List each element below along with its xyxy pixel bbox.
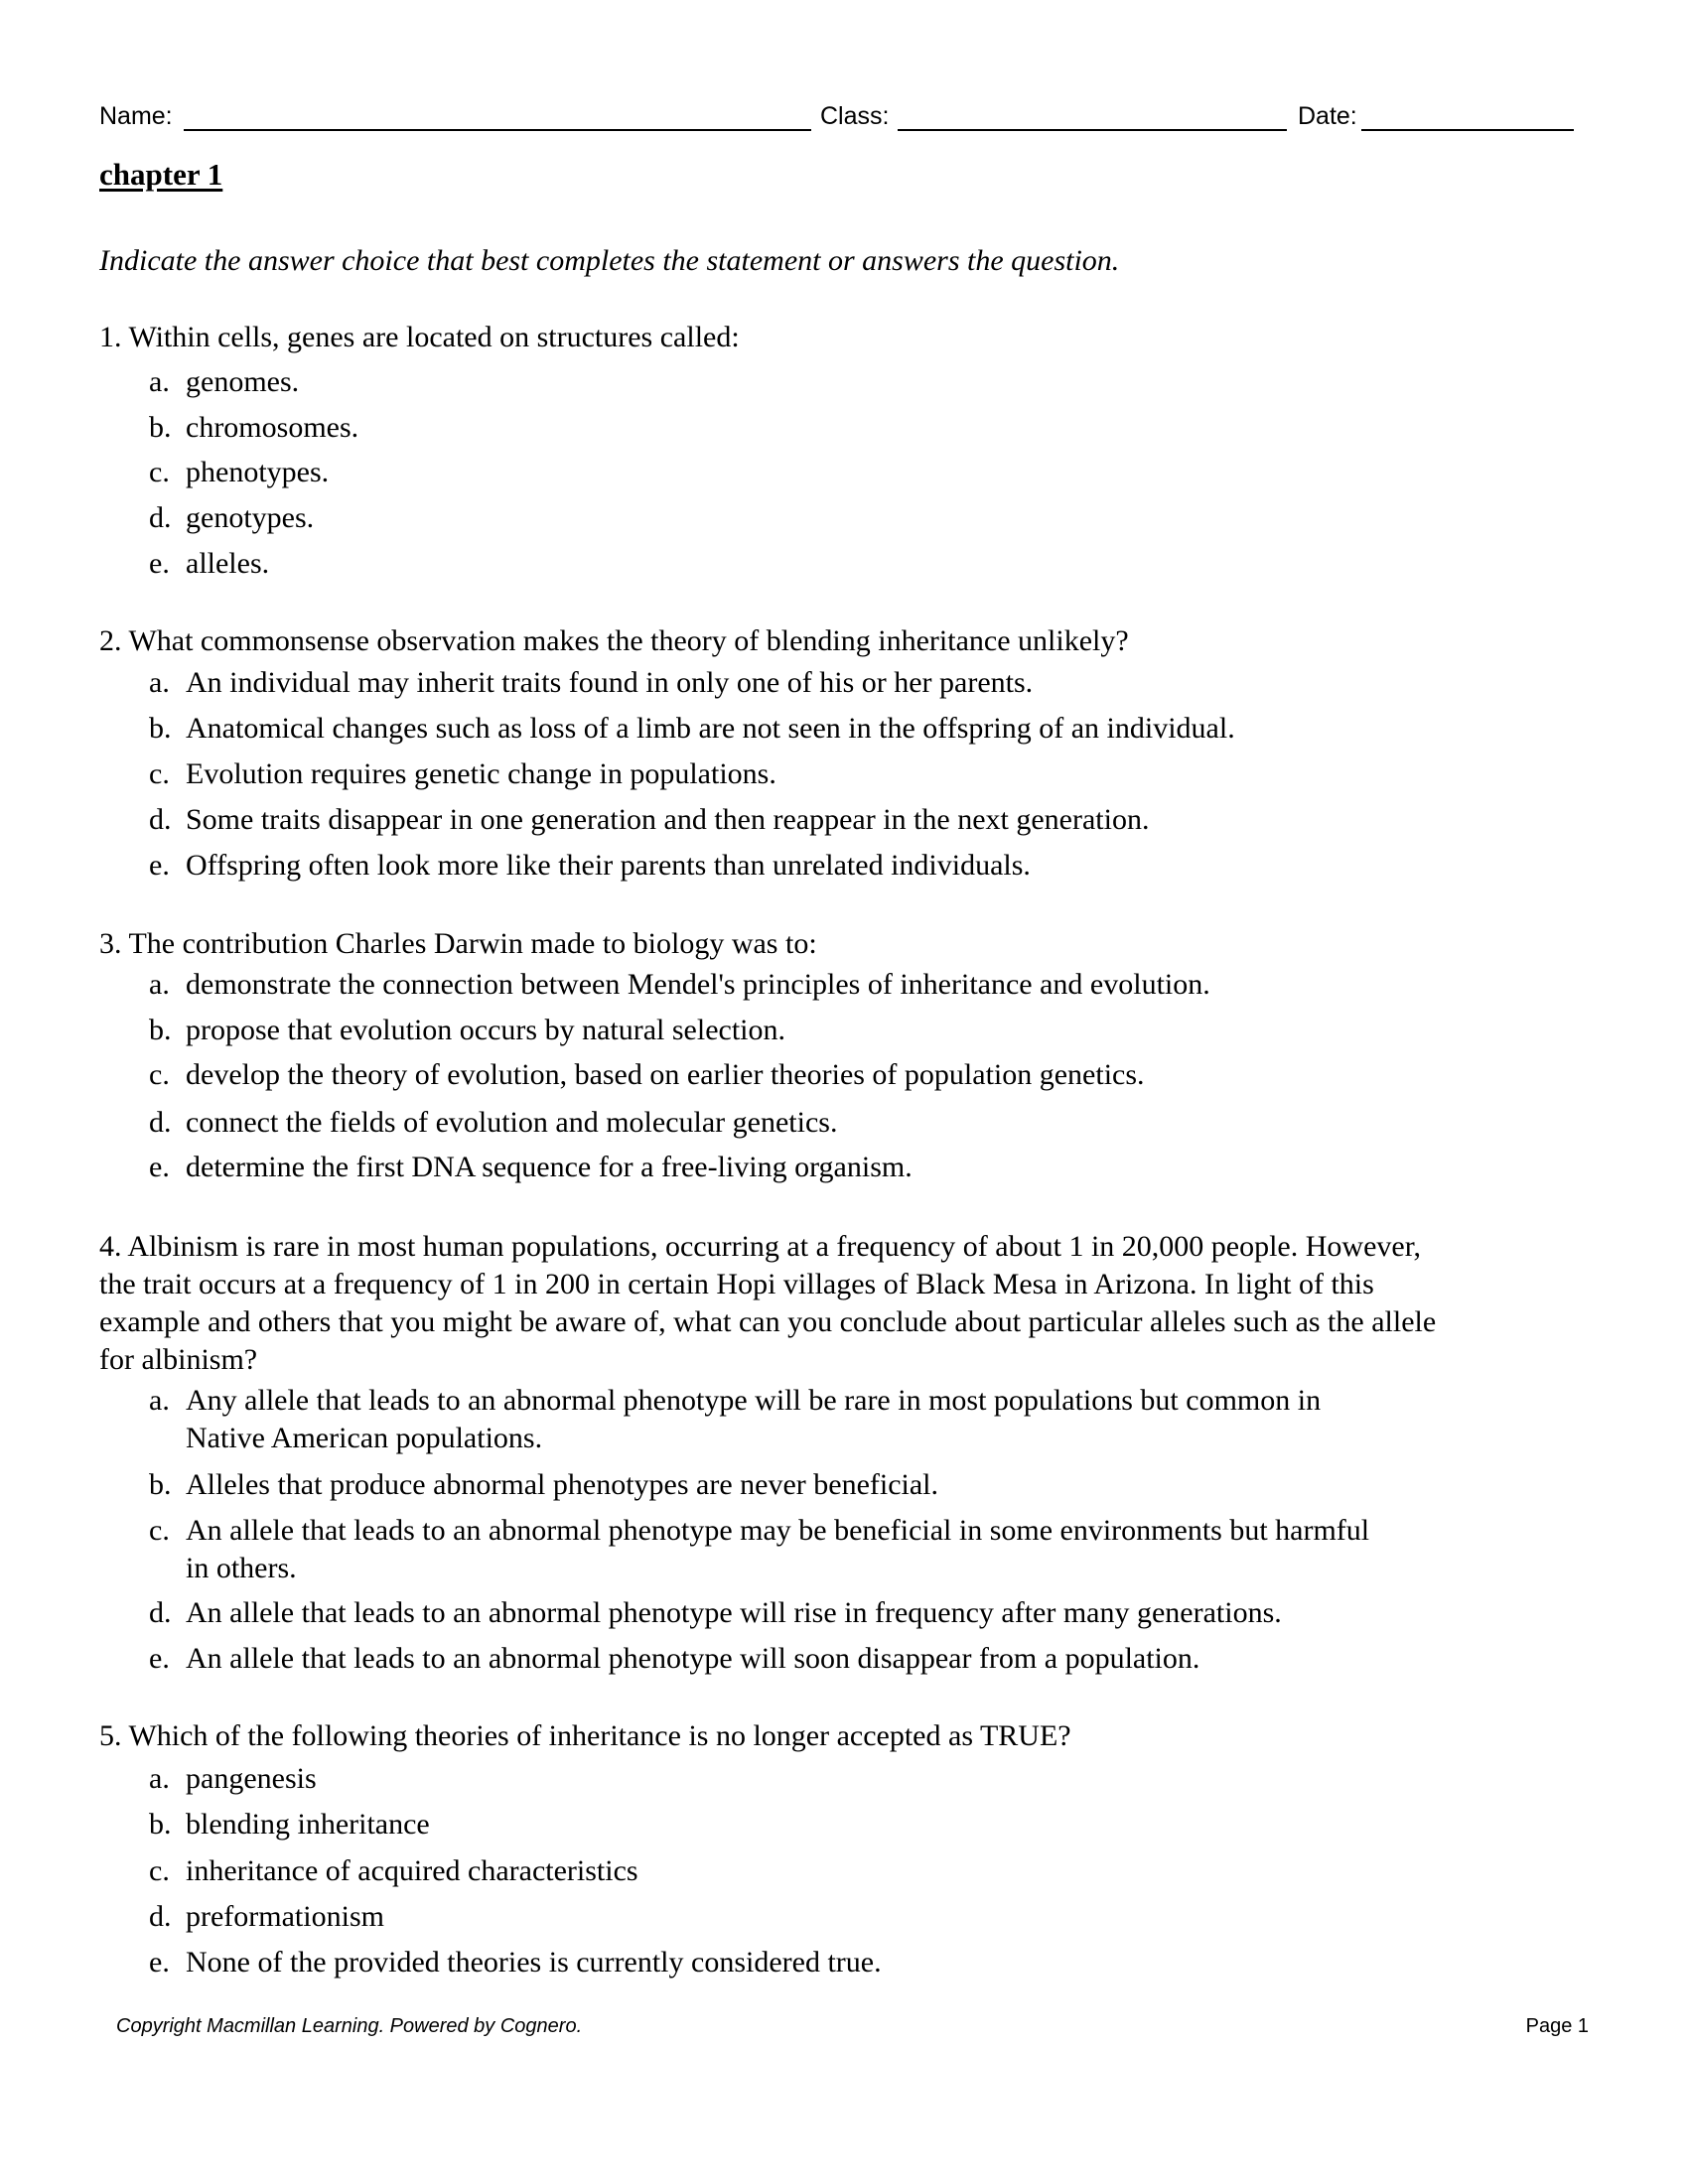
option-label[interactable]: b. (149, 411, 172, 444)
question-stem: 2. What commonsense observation makes the theory of blending inheritance unlikely? (99, 624, 1129, 657)
answer-option[interactable]: alleles. (186, 547, 270, 580)
answer-option[interactable]: An individual may inherit traits found in only one of his or her parents. (186, 666, 1034, 699)
option-label[interactable]: d. (149, 1596, 172, 1629)
class-label: Class: (820, 102, 890, 130)
class-field-line[interactable] (898, 129, 1287, 131)
option-label[interactable]: c. (149, 1854, 170, 1887)
answer-option[interactable]: determine the first DNA sequence for a free-living organism. (186, 1151, 913, 1183)
instructions: Indicate the answer choice that best completes the statement or answers the question. (99, 244, 1120, 277)
answer-option[interactable]: An allele that leads to an abnormal phenotype will rise in frequency after many generations. (186, 1596, 1282, 1629)
answer-option[interactable]: develop the theory of evolution, based on earlier theories of population genetics. (186, 1058, 1145, 1091)
option-label[interactable]: a. (149, 1762, 170, 1795)
option-label[interactable]: b. (149, 1014, 172, 1046)
answer-option[interactable]: inheritance of acquired characteristics (186, 1854, 638, 1887)
answer-option[interactable]: propose that evolution occurs by natural selection. (186, 1014, 785, 1046)
option-label[interactable]: d. (149, 1900, 172, 1933)
question-stem: 1. Within cells, genes are located on structures called: (99, 321, 740, 353)
option-label[interactable]: c. (149, 1058, 170, 1091)
question-stem: 5. Which of the following theories of inheritance is no longer accepted as TRUE? (99, 1719, 1071, 1752)
option-label[interactable]: c. (149, 456, 170, 488)
option-label[interactable]: b. (149, 1468, 172, 1501)
answer-option[interactable]: An allele that leads to an abnormal phenotype will soon disappear from a population. (186, 1642, 1200, 1675)
answer-option[interactable]: An allele that leads to an abnormal phenotype may be beneficial in some environments but harmful in others. (186, 1514, 1370, 1584)
name-field-line[interactable] (184, 129, 811, 131)
answer-option[interactable]: phenotypes. (186, 456, 330, 488)
answer-option[interactable]: genotypes. (186, 501, 315, 534)
option-label[interactable]: e. (149, 1946, 170, 1979)
answer-option[interactable]: connect the fields of evolution and molecular genetics. (186, 1106, 838, 1139)
page-title: chapter 1 (99, 157, 223, 192)
answer-option[interactable]: Evolution requires genetic change in populations. (186, 757, 776, 790)
answer-option[interactable]: preformationism (186, 1900, 384, 1933)
answer-option[interactable]: None of the provided theories is currently considered true. (186, 1946, 882, 1979)
answer-option[interactable]: Offspring often look more like their parents than unrelated individuals. (186, 849, 1031, 882)
option-label[interactable]: c. (149, 757, 170, 790)
question-stem: 3. The contribution Charles Darwin made to biology was to: (99, 927, 817, 960)
date-label: Date: (1298, 102, 1357, 130)
option-label[interactable]: a. (149, 968, 170, 1001)
answer-option[interactable]: Anatomical changes such as loss of a limb are not seen in the offspring of an individual. (186, 712, 1235, 745)
option-label[interactable]: d. (149, 803, 172, 836)
answer-option[interactable]: demonstrate the connection between Mendel's principles of inheritance and evolution. (186, 968, 1210, 1001)
option-label[interactable]: d. (149, 1106, 172, 1139)
question-stem: 4. Albinism is rare in most human populations, occurring at a frequency of about 1 in 20,000 people. However, the trait occurs at a frequency of 1 in 200 in certain Hopi villages of Black Mesa in Arizona. In light of this example and others that you might be aware of, what can you conclude about particular alleles such as the allele for albinism? (99, 1230, 1437, 1376)
answer-option[interactable]: genomes. (186, 365, 300, 398)
copyright-footer: Copyright Macmillan Learning. Powered by Cognero. (116, 2015, 583, 2037)
answer-option[interactable]: Some traits disappear in one generation and then reappear in the next generation. (186, 803, 1150, 836)
option-label[interactable]: b. (149, 1808, 172, 1841)
option-label[interactable]: a. (149, 365, 170, 398)
page-number: Page 1 (1525, 2015, 1589, 2037)
option-label[interactable]: a. (149, 1384, 170, 1417)
answer-option[interactable]: chromosomes. (186, 411, 359, 444)
option-label[interactable]: a. (149, 666, 170, 699)
option-label[interactable]: d. (149, 501, 172, 534)
answer-option[interactable]: Alleles that produce abnormal phenotypes are never beneficial. (186, 1468, 939, 1501)
answer-option[interactable]: blending inheritance (186, 1808, 430, 1841)
option-label[interactable]: c. (149, 1514, 170, 1547)
option-label[interactable]: e. (149, 849, 170, 882)
option-label[interactable]: b. (149, 712, 172, 745)
option-label[interactable]: e. (149, 1642, 170, 1675)
answer-option[interactable]: pangenesis (186, 1762, 317, 1795)
date-field-line[interactable] (1361, 129, 1574, 131)
answer-option[interactable]: Any allele that leads to an abnormal phenotype will be rare in most populations but common in Native American populations. (186, 1384, 1322, 1454)
option-label[interactable]: e. (149, 1151, 170, 1183)
name-label: Name: (99, 102, 173, 130)
option-label[interactable]: e. (149, 547, 170, 580)
